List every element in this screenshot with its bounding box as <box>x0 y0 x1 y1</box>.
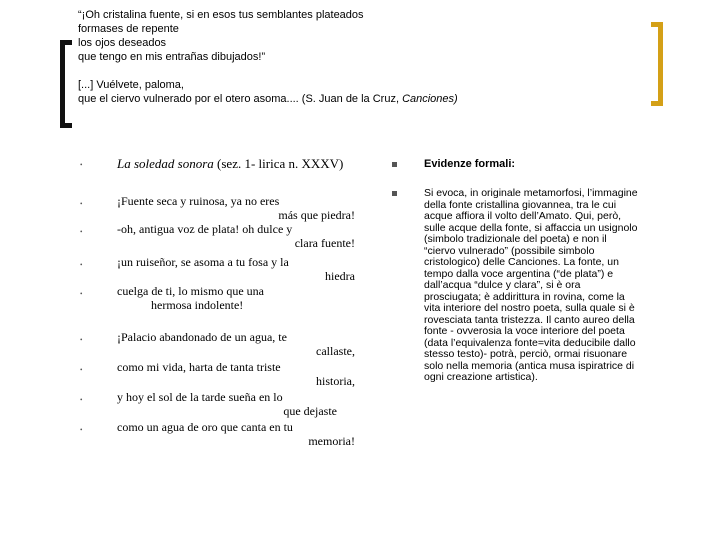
notes-line: dall’acqua “dulce y clara”, si è ora <box>424 279 581 291</box>
notes-line: Si evoca, in originale metamorfosi, l’immagine <box>424 187 638 199</box>
citation-work-title: Canciones) <box>402 93 458 105</box>
notes-line: acque affiora il volto dell’Amato. Qui, però, <box>424 210 622 222</box>
notes-line: fonte - ovverosia la voce interiore del poeta <box>424 325 625 337</box>
poem-line: -oh, antigua voz de plata! oh dulce y clara fuente! <box>117 222 355 250</box>
poem-title-italic: La soledad sonora <box>117 156 214 171</box>
bullet-dot-icon: • <box>80 261 83 269</box>
notes-line: della fonte cristallina giovannea, tra le cui <box>424 198 617 211</box>
epigraph-quote <box>78 8 638 106</box>
poem-line: ¡Fuente seca y ruinosa, ya no eres más que piedra! <box>117 194 355 222</box>
poem-line: ¡Palacio abandonado de un agua, te callaste, <box>117 330 355 358</box>
notes-line: ogni creazione artistica). <box>424 371 538 383</box>
left-bracket-decoration <box>60 40 72 128</box>
poem-line: como mi vida, harta de tanta triste historia, <box>117 360 355 388</box>
notes-line: vita interiore del nostro poeta, sulla quale si è <box>424 302 635 314</box>
notes-line: (data l’equivalenza fonte=vita deducibile dallo <box>424 336 636 349</box>
bullet-dot-icon: • <box>80 336 83 344</box>
notes-line: (simbolo tradizionale del poeta) e non il <box>424 233 607 245</box>
right-bracket-decoration <box>651 22 663 106</box>
quote-line: los ojos deseados <box>78 37 167 49</box>
bullet-dot-icon: • <box>80 290 83 298</box>
notes-line: sulle acque della fonte, si affaccia un usignolo <box>424 221 638 234</box>
notes-line: prosciugata; è addirittura in rovina, come la <box>424 290 625 303</box>
notes-line: “ciervo vulnerado” (possibile simbolo <box>424 244 595 257</box>
poem-title <box>117 157 367 171</box>
bullet-dot-icon: • <box>80 366 83 374</box>
notes-title: Evidenze formali: <box>424 158 516 170</box>
bullet-dot-icon: • <box>80 161 83 169</box>
quote-line: que tengo en mis entrañas dibujados!” <box>78 51 266 63</box>
bullet-dot-icon: • <box>80 228 83 236</box>
square-bullet-icon <box>392 162 397 167</box>
notes-line: solo nella memoria (antica musa ispiratrice di <box>424 359 635 372</box>
poem-line: cuelga de ti, lo mismo que una hermosa indolente! <box>117 284 264 312</box>
bullet-dot-icon: • <box>80 426 83 434</box>
poem-line: como un agua de oro que canta en tu memoria! <box>117 420 355 448</box>
poem-title-rest: (sez. 1- lirica n. XXXV) <box>213 156 344 171</box>
notes-line: stesso testo)- potrà, perciò, ormai risuonare <box>424 348 628 360</box>
quote-line: formases de repente <box>78 23 179 35</box>
notes-line: tempo dalla voce argentina (“de plata”) e <box>424 267 614 280</box>
notes-line: cristologico) delle Canciones. La fonte, un <box>424 256 619 268</box>
bullet-dot-icon: • <box>80 200 83 208</box>
notes-body <box>424 188 672 384</box>
quote-citation-line2 <box>78 92 638 106</box>
square-bullet-icon <box>392 191 397 196</box>
bullet-dot-icon: • <box>80 396 83 404</box>
notes-line: rovesciata tanta tristezza. Il canto aureo della <box>424 313 635 326</box>
poem-line: y hoy el sol de la tarde sueña en lo que dejaste <box>117 390 337 418</box>
citation-text: que el ciervo vulnerado por el otero asoma.... (S. Juan de la Cruz, <box>78 93 403 105</box>
quote-line: “¡Oh cristalina fuente, si en esos tus semblantes plateados <box>78 9 364 21</box>
quote-citation-line1: [...] Vuélvete, paloma, <box>78 79 184 91</box>
poem-line: ¡un ruiseñor, se asoma a tu fosa y la hiedra <box>117 255 355 283</box>
